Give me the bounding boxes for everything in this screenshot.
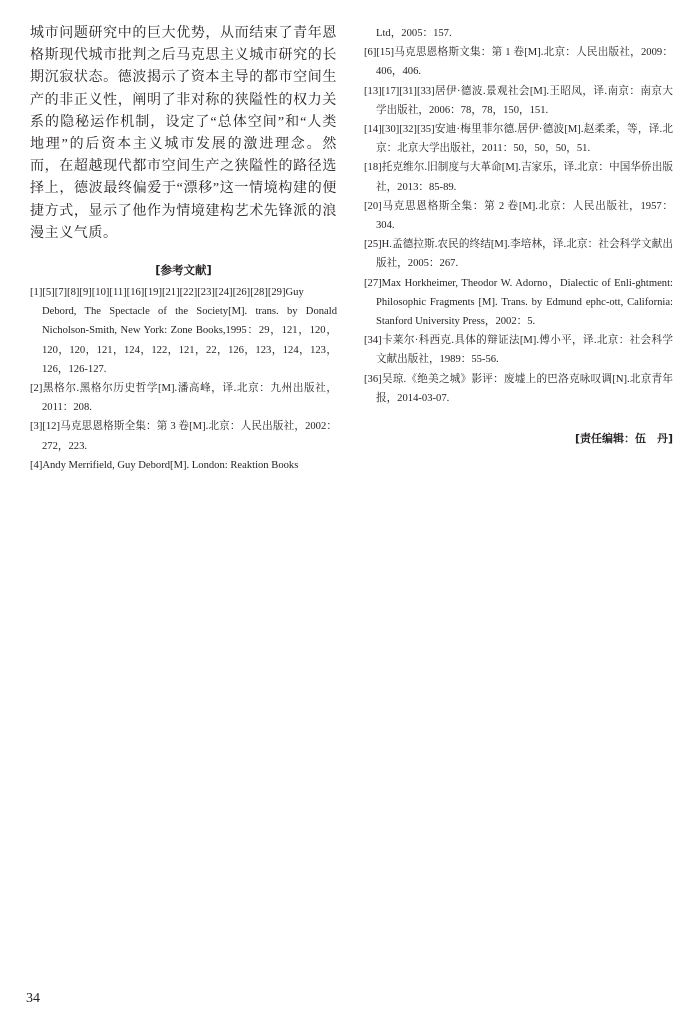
body-paragraph: 城市问题研究中的巨大优势，从而结束了青年恩格斯现代城市批判之后马克思主义城市研究的长期沉寂状态。德波揭示了资本主导的都市空间生产的非正义性，阐明了非对称的狭隘性的权力关系的隐秘运作机制，设定了“总体空间”和“人类地理”的后资本主义城市发展的激进理念。然而，在超越现代都市空间生产之狭隘性的路径选择上，德波最终偏爱于“漂移”这一情境构建的便捷方式，显示了他作为情境建构艺术先锋派的浪漫主义气质。 [30,26,337,241]
page-number: 34 [26,991,40,1006]
reference-item: [27]Max Horkheimer, Theodor W. Adorno，Dialectic of Enli-ghtment: Philosophic Fragments [M]. Trans. by Edmund ephc-ott, California: Stanford University Press，2002：5. [364,277,673,328]
reference-item: [3][12]马克思恩格斯全集：第 3 卷[M].北京：人民出版社，2002：272，223. [30,421,337,452]
reference-item: [4]Andy Merrifield, Guy Debord[M]. London: Reaktion Books [30,459,299,471]
reference-item: [1][5][7][8][9][10][11][16][19][21][22][23][24][26][28][29]Guy Debord, The Spectacle of the Society[M]. trans. by Donald Nicholson-Smith, New York: Zone Books,1995：29，121，120，120，120，121，124，122，121，22，126，123，124，123，126，126-127. [30,287,337,375]
reference-item: [14][30][32][35]安迪·梅里菲尔德.居伊·德波[M].赵柔柔，等，译.北京：北京大学出版社，2011：50，50，50，51. [364,124,673,155]
references-heading: [参考文献] [155,263,212,277]
reference-item: [36]吴琼.《绝美之城》影评：废墟上的巴洛克咏叹调[N].北京青年报，2014-03-07. [364,373,673,404]
reference-item: [20]马克思恩格斯全集：第 2 卷[M].北京：人民出版社，1957：304. [364,200,673,232]
reference-item: [2]黑格尔.黑格尔历史哲学[M].潘高峰，译.北京：九州出版社，2011：208. [30,383,337,414]
reference-item: [25]H.孟德拉斯.农民的终结[M].李培林，译.北京：社会科学文献出版社，2005：267. [364,239,673,270]
reference-item: [34]卡莱尔·科西克.具体的辩证法[M].傅小平，译.北京：社会科学文献出版社，1989：55-56. [364,335,673,366]
reference-item: [6][15]马克思恩格斯文集：第 1 卷[M].北京：人民出版社，2009：406，406. [364,47,673,78]
reference-item: [18]托克维尔.旧制度与大革命[M].吉家乐，译.北京：中国华侨出版社，2013：85-89. [364,162,673,193]
reference-item: [13][17][31][33]居伊·德波.景观社会[M].王昭凤，译.南京：南京大学出版社，2006：78，78，150，151. [364,85,673,116]
editor-note: [责任编辑：伍 丹] [574,432,673,445]
references-list-left [30,283,337,475]
reference-continuation: Ltd，2005：157. [376,28,452,39]
references-list-right [364,24,673,408]
